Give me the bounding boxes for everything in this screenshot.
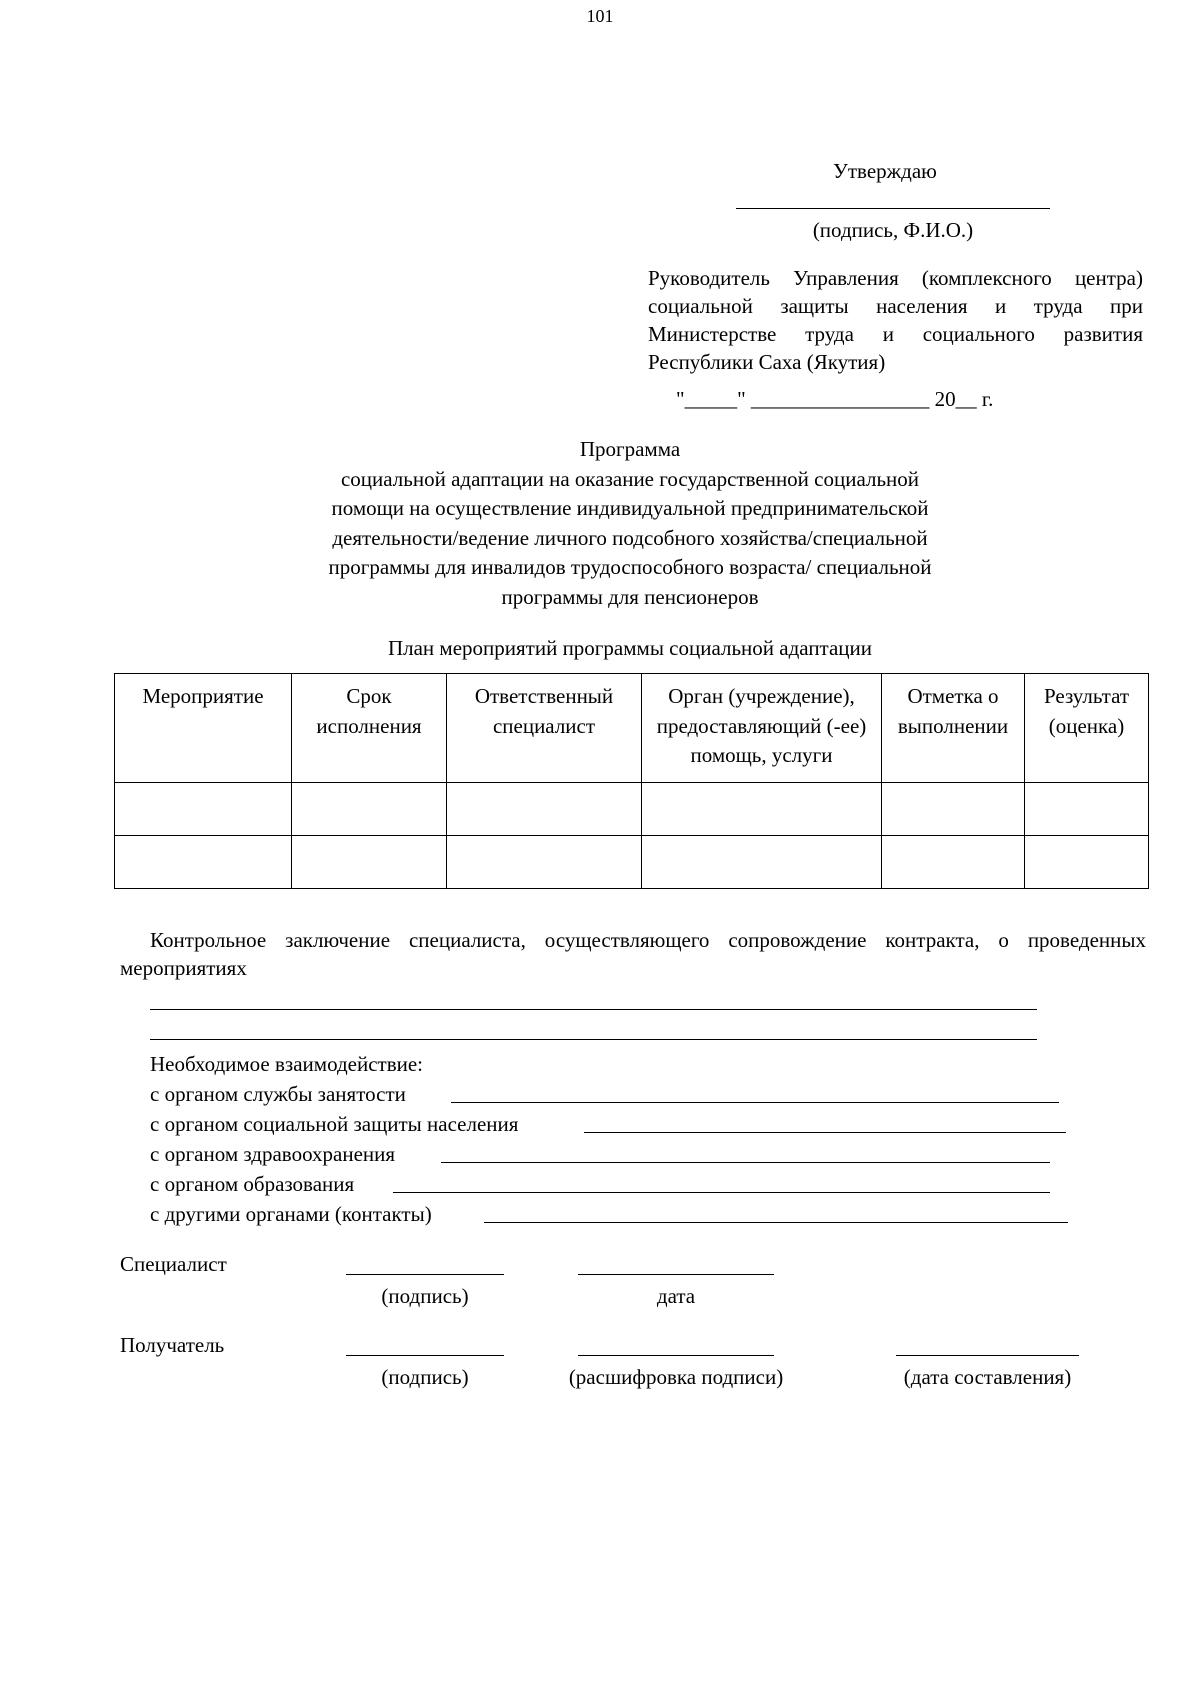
conclusion-text: Контрольное заключение специалиста, осуществляющего сопровождение контракта, о проведенных мероприятиях bbox=[120, 928, 1146, 980]
program-subtitle-line: помощи на осуществление индивидуальной предпринимательской bbox=[331, 496, 929, 520]
program-title-block bbox=[200, 435, 1060, 612]
interaction-label-social-protection: с органом социальной защиты населения bbox=[150, 1112, 519, 1136]
interaction-field-employment[interactable] bbox=[451, 1102, 1059, 1103]
program-subtitle-line: программы для инвалидов трудоспособного возраста/ специальной bbox=[328, 555, 932, 579]
table-cell[interactable] bbox=[882, 836, 1025, 889]
table-cell[interactable] bbox=[642, 783, 882, 836]
approval-heading: Утверждаю bbox=[833, 159, 937, 183]
interaction-field-other[interactable] bbox=[484, 1222, 1068, 1223]
interaction-label-healthcare: с органом здравоохранения bbox=[150, 1142, 396, 1166]
table-cell[interactable] bbox=[642, 836, 882, 889]
program-title: Программа bbox=[579, 437, 681, 461]
column-header-responsible: Ответственный специалист bbox=[447, 674, 642, 783]
conclusion-line[interactable] bbox=[150, 1039, 1037, 1040]
specialist-date-caption: дата bbox=[656, 1284, 696, 1308]
table-cell[interactable] bbox=[447, 836, 642, 889]
column-header-activity: Мероприятие bbox=[115, 674, 292, 783]
program-subtitle-line: деятельности/ведение личного подсобного хозяйства/специальной bbox=[332, 525, 928, 550]
table-cell[interactable] bbox=[447, 783, 642, 836]
specialist-label: Специалист bbox=[120, 1252, 227, 1276]
page-number: 101 bbox=[586, 6, 614, 26]
column-header-deadline: Срок исполнения bbox=[292, 674, 447, 783]
interaction-label-employment: с органом службы занятости bbox=[150, 1082, 406, 1106]
table-cell[interactable] bbox=[115, 783, 292, 836]
recipient-date-caption: (дата составления) bbox=[903, 1365, 1072, 1389]
conclusion-line[interactable] bbox=[150, 1009, 1037, 1010]
program-subtitle-line: программы для пенсионеров bbox=[501, 584, 759, 609]
program-subtitle-line: социальной адаптации на оказание государственной социальной bbox=[340, 466, 920, 491]
column-header-result: Результат (оценка) bbox=[1025, 674, 1149, 783]
interaction-field-education[interactable] bbox=[393, 1192, 1050, 1193]
table-cell[interactable] bbox=[292, 836, 447, 889]
approval-signature-caption: (подпись, Ф.И.О.) bbox=[812, 218, 974, 242]
approval-date-line[interactable]: "_____" _________________ 20__ г. bbox=[676, 387, 994, 411]
specialist-signature-caption: (подпись) bbox=[381, 1284, 469, 1308]
recipient-decoding-caption: (расшифровка подписи) bbox=[568, 1365, 784, 1389]
interaction-field-healthcare[interactable] bbox=[441, 1162, 1050, 1163]
interaction-label-education: с органом образования bbox=[150, 1172, 355, 1196]
recipient-signature-caption: (подпись) bbox=[381, 1365, 469, 1389]
specialist-date-line[interactable] bbox=[578, 1274, 774, 1275]
table-row bbox=[115, 783, 1149, 836]
approval-signature-line[interactable] bbox=[736, 208, 1050, 209]
interaction-heading: Необходимое взаимодействие: bbox=[150, 1052, 424, 1076]
interaction-field-social-protection[interactable] bbox=[584, 1132, 1066, 1133]
recipient-date-line[interactable] bbox=[896, 1355, 1079, 1356]
table-cell[interactable] bbox=[1025, 783, 1149, 836]
table-header-row bbox=[115, 674, 1149, 783]
plan-table bbox=[114, 673, 1149, 889]
table-cell[interactable] bbox=[115, 836, 292, 889]
plan-heading: План мероприятий программы социальной адаптации bbox=[387, 636, 873, 660]
table-cell[interactable] bbox=[1025, 836, 1149, 889]
interaction-label-other: с другими органами (контакты) bbox=[150, 1202, 432, 1226]
recipient-decoding-line[interactable] bbox=[578, 1355, 774, 1356]
column-header-organization: Орган (учреждение), предоставляющий (-ее) помощь, услуги bbox=[642, 674, 882, 783]
recipient-label: Получатель bbox=[120, 1333, 225, 1357]
recipient-signature-line[interactable] bbox=[346, 1355, 504, 1356]
approver-position: Руководитель Управления (комплексного центра) социальной защиты населения и труда при Министерстве труда и социального развития Республики Саха (Якутия) bbox=[648, 266, 1143, 374]
specialist-signature-line[interactable] bbox=[346, 1274, 504, 1275]
table-cell[interactable] bbox=[882, 783, 1025, 836]
table-cell[interactable] bbox=[292, 783, 447, 836]
column-header-completion-mark: Отметка о выполнении bbox=[882, 674, 1025, 783]
table-row bbox=[115, 836, 1149, 889]
